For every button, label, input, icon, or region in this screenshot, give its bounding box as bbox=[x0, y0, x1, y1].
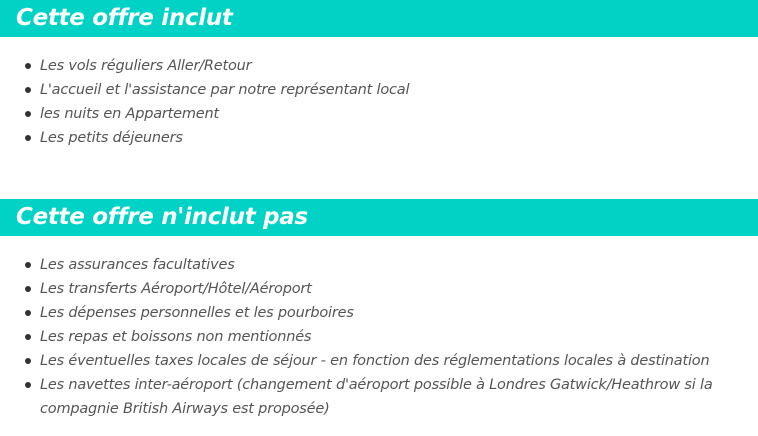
bullet-icon bbox=[25, 111, 31, 117]
bullet-icon bbox=[25, 286, 31, 292]
list-item bbox=[0, 277, 758, 301]
excluded-section-title: Cette offre n'inclut pas bbox=[0, 199, 758, 236]
excluded-list bbox=[0, 253, 758, 421]
included-list bbox=[0, 54, 758, 150]
bullet-icon bbox=[25, 310, 31, 316]
bullet-icon bbox=[25, 63, 31, 69]
list-item-text: Les repas et boissons non mentionnés bbox=[40, 329, 312, 345]
bullet-icon bbox=[25, 382, 31, 388]
bullet-icon bbox=[25, 135, 31, 141]
list-item-text: Les vols réguliers Aller/Retour bbox=[40, 58, 252, 74]
list-item-text: Les navettes inter-aéroport (changement d'aéroport possible à Londres Gatwick/Heathrow si la compagnie British Airways est proposée) bbox=[40, 377, 713, 417]
list-item bbox=[0, 301, 758, 325]
included-section-title: Cette offre inclut bbox=[0, 0, 758, 37]
list-item bbox=[0, 102, 758, 126]
list-item-text: les nuits en Appartement bbox=[40, 106, 219, 122]
list-item-text: Les petits déjeuners bbox=[40, 130, 183, 146]
list-item-text: Les dépenses personnelles et les pourboires bbox=[40, 305, 354, 321]
list-item-text: Les transferts Aéroport/Hôtel/Aéroport bbox=[40, 281, 312, 297]
list-item bbox=[0, 78, 758, 102]
list-item bbox=[0, 54, 758, 78]
list-item bbox=[0, 349, 758, 373]
bullet-icon bbox=[25, 262, 31, 268]
list-item bbox=[0, 325, 758, 349]
bullet-icon bbox=[25, 87, 31, 93]
list-item-text: Les assurances facultatives bbox=[40, 257, 235, 273]
list-item bbox=[0, 373, 758, 421]
list-item bbox=[0, 253, 758, 277]
list-item bbox=[0, 126, 758, 150]
list-item-text: L'accueil et l'assistance par notre représentant local bbox=[40, 82, 410, 98]
list-item-text: Les éventuelles taxes locales de séjour - en fonction des réglementations locales à destination bbox=[40, 353, 710, 369]
bullet-icon bbox=[25, 358, 31, 364]
bullet-icon bbox=[25, 334, 31, 340]
